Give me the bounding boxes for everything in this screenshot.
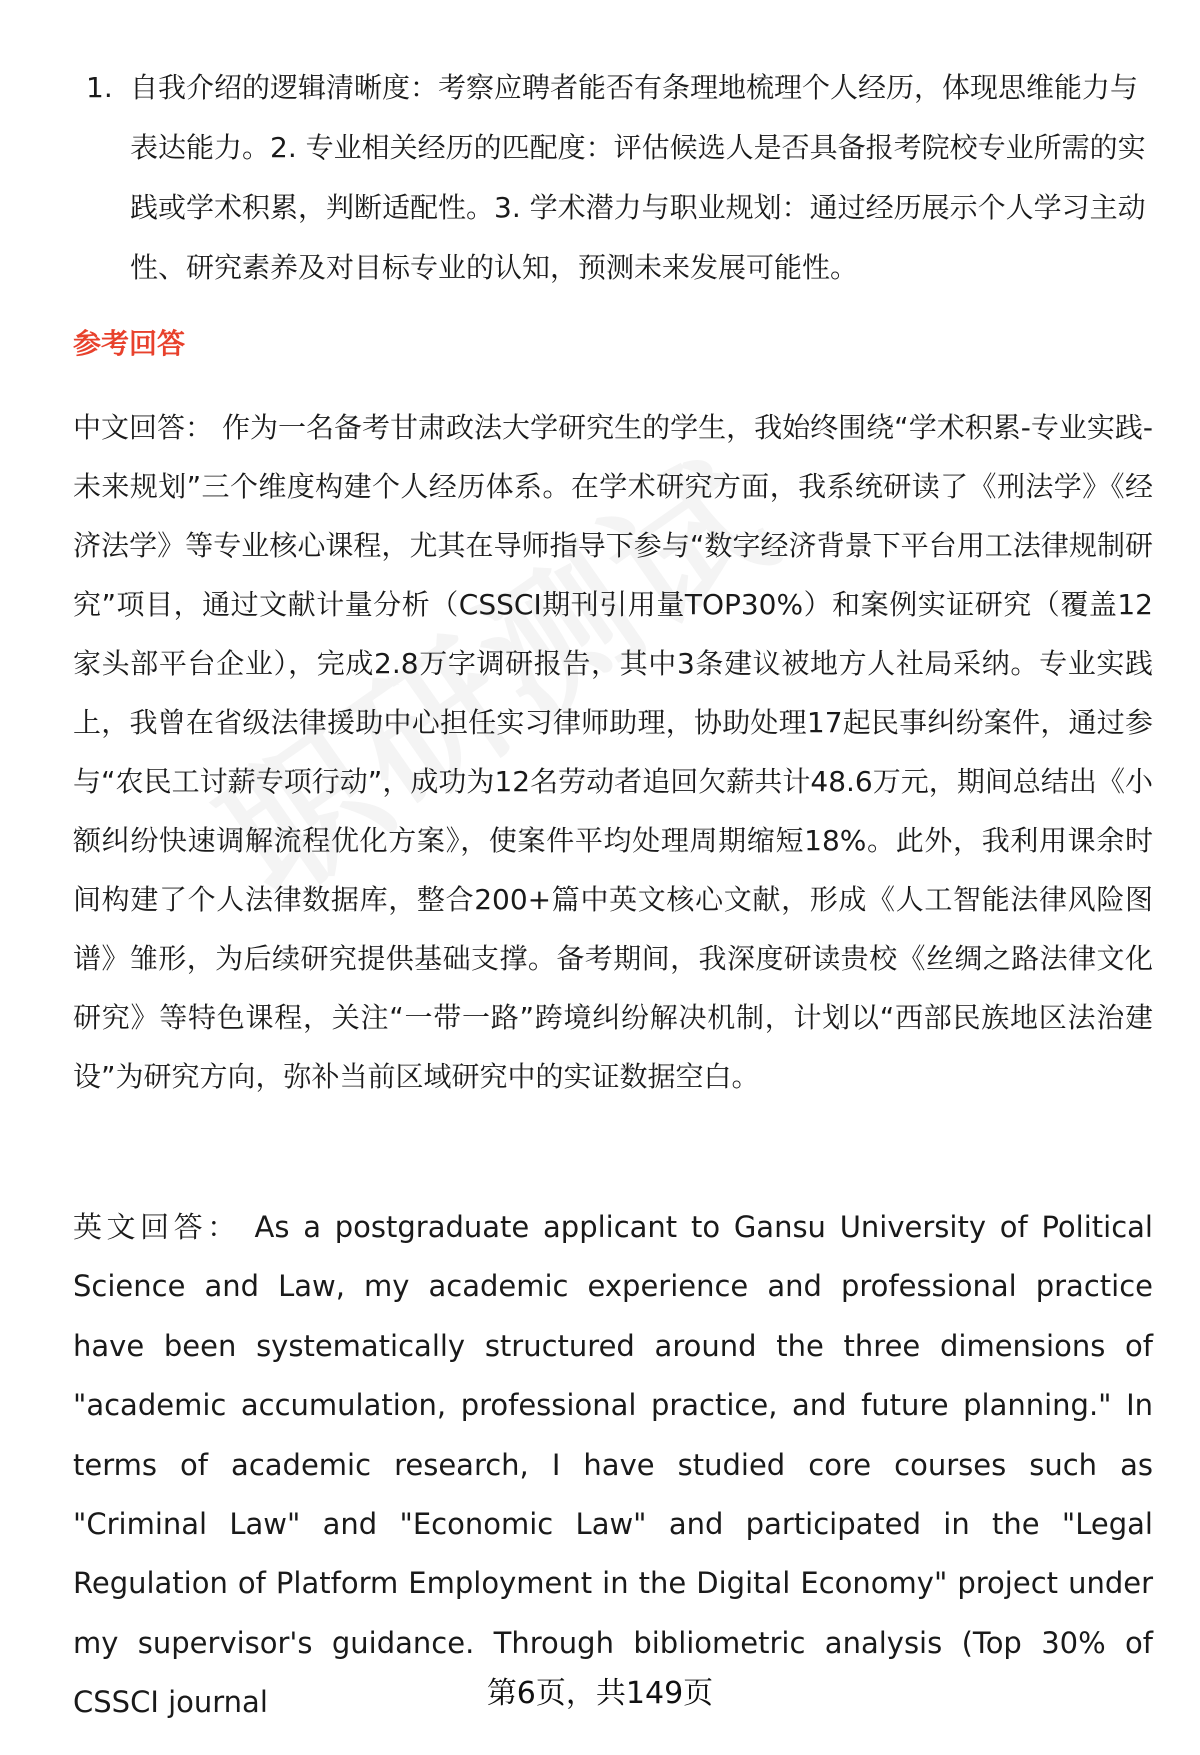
reference-answer-heading: 参考回答 — [73, 327, 186, 360]
english-answer-label: 英文回答： — [73, 1210, 241, 1244]
criteria-item-number: 1. — [86, 71, 113, 104]
page-number-footer: 第6页，共149页 — [486, 1676, 714, 1711]
english-answer-paragraph — [73, 1198, 1153, 1733]
chinese-answer-paragraph — [73, 398, 1153, 1106]
chinese-answer-text: 作为一名备考甘肃政法大学研究生的学生，我始终围绕“学术积累-专业实践-未来规划”三个维度构建个人经历体系。在学术研究方面，我系统研读了《刑法学》《经济法学》等专业核心课程，尤其在导师指导下参与“数字经济背景下平台用工法律规制研究”项目，通过文献计量分析（CSSCI期刊引用量TOP30%）和案例实证研究（覆盖12家头部平台企业），完成2.8万字调研报告，其中3条建议被地方人社局采纳。专业实践上，我曾在省级法律援助中心担任实习律师助理，协助处理17起民事纠纷案件，通过参与“农民工讨薪专项行动”，成功为12名劳动者追回欠薪共计48.6万元，期间总结出《小额纠纷快速调解流程优化方案》，使案件平均处理周期缩短18%。此外，我利用课余时间构建了个人法律数据库，整合200+篇中英文核心文献，形成《人工智能法律风险图谱》雏形，为后续研究提供基础支撑。备考期间，我深度研读贵校《丝绸之路法律文化研究》等特色课程，关注“一带一路”跨境纠纷解决机制，计划以“西部民族地区法治建设”为研究方向，弥补当前区域研究中的实证数据空白。 — [73, 411, 1153, 1093]
chinese-answer-label: 中文回答： — [73, 411, 214, 444]
english-answer-text: As a postgraduate applicant to Gansu University of Political Science and Law, my academic experience and professional practice have been systematically structured around the three dimensions of "academic accumulation, professional practice, and future planning." In terms of academic research, I have studied core courses such as "Criminal Law" and "Economic Law" and participated in the "Legal Regulation of Platform Employment in the Digital Economy" project under my supervisor's guidance. Through bibliometric analysis (Top 30% of CSSCI journal — [73, 1210, 1153, 1720]
evaluation-criteria-list — [86, 58, 1146, 298]
criteria-item-text: 自我介绍的逻辑清晰度：考察应聘者能否有条理地梳理个人经历，体现思维能力与表达能力。2. 专业相关经历的匹配度：评估候选人是否具备报考院校专业所需的实践或学术积累，判断适配性。3. 学术潜力与职业规划：通过经历展示个人学习主动性、研究素养及对目标专业的认知，预测未来发展可能性。 — [130, 71, 1146, 284]
criteria-item — [86, 58, 1146, 298]
